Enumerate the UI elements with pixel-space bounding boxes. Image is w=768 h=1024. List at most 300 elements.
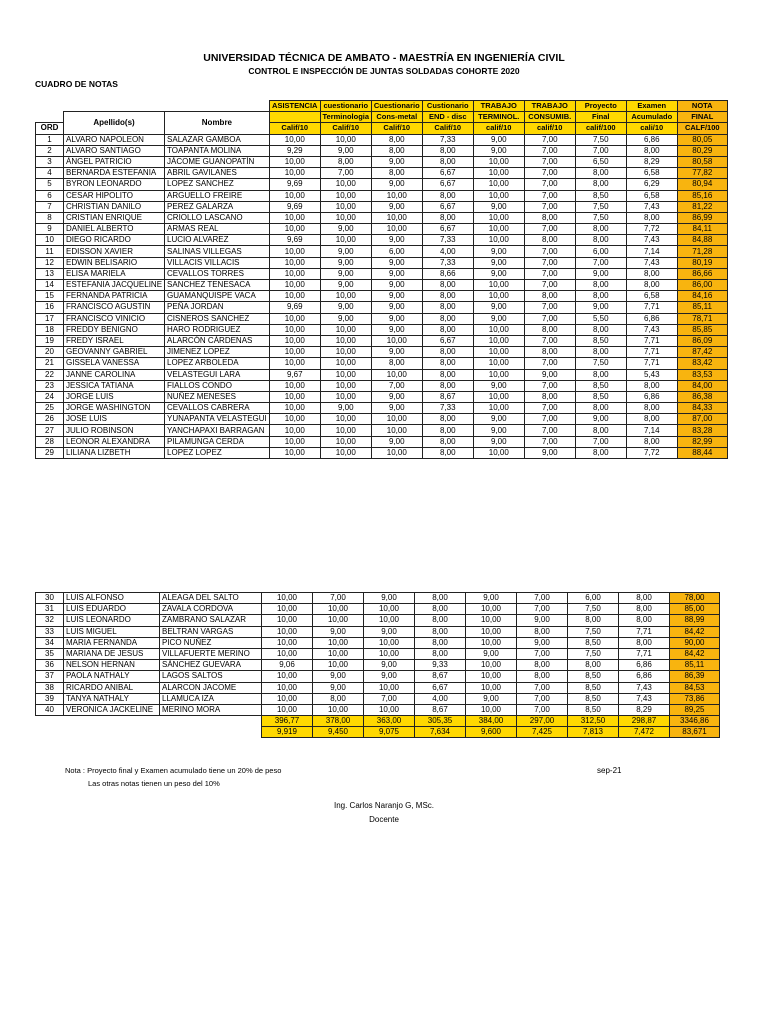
table-row xyxy=(36,347,728,358)
grade-cell: 10,00 xyxy=(313,660,364,671)
grade-cell: 7,00 xyxy=(524,168,575,179)
row-apellido: CHRISTIAN DANILO xyxy=(64,201,165,212)
row-ord: 13 xyxy=(36,268,64,279)
row-ord: 4 xyxy=(36,168,64,179)
grade-cell: 10,00 xyxy=(262,693,313,704)
grade-cell: 9,00 xyxy=(575,268,626,279)
row-apellido: FREDY ISRAEL xyxy=(64,335,165,346)
grade-cell: 10,00 xyxy=(269,436,320,447)
nota-final-cell: 80,19 xyxy=(677,257,727,268)
grade-cell: 7,71 xyxy=(626,347,677,358)
grade-cell: 10,00 xyxy=(262,704,313,715)
grade-cell: 10,00 xyxy=(269,358,320,369)
grade-cell: 9,00 xyxy=(320,313,371,324)
document-title: UNIVERSIDAD TÉCNICA DE AMBATO - MAESTRÍA EN INGENIERÍA CIVIL xyxy=(203,52,565,64)
grade-cell: 10,00 xyxy=(371,224,422,235)
grade-cell: 7,00 xyxy=(524,313,575,324)
grade-cell: 8,00 xyxy=(415,637,466,648)
grade-cell: 10,00 xyxy=(320,425,371,436)
grade-cell: 10,00 xyxy=(473,403,524,414)
total-cell: 312,50 xyxy=(568,716,619,727)
nota-final-cell: 84,42 xyxy=(670,626,720,637)
grade-cell: 7,43 xyxy=(626,235,677,246)
nota-final-cell: 80,94 xyxy=(677,179,727,190)
table-row xyxy=(36,682,720,693)
row-nombre: JÁCOME GUANOPATÍN xyxy=(165,156,270,167)
grade-cell: 10,00 xyxy=(269,280,320,291)
grade-cell: 9,00 xyxy=(575,414,626,425)
grade-cell: 8,00 xyxy=(371,134,422,145)
grade-cell: 6,67 xyxy=(422,224,473,235)
nota-final-cell: 81,22 xyxy=(677,201,727,212)
grade-cell: 8,00 xyxy=(415,626,466,637)
row-ord: 32 xyxy=(36,615,64,626)
col-header-line1: TRABAJO xyxy=(524,101,575,112)
table-row xyxy=(36,604,720,615)
grade-cell: 10,00 xyxy=(371,335,422,346)
weight-note: Nota : Proyecto final y Examen acumulado tiene un 20% de peso xyxy=(65,766,282,775)
col-header-unit: Calif/10 xyxy=(371,123,422,134)
grade-cell: 7,00 xyxy=(524,246,575,257)
table-row xyxy=(36,335,728,346)
grade-cell: 6,86 xyxy=(619,671,670,682)
grade-cell: 8,00 xyxy=(524,347,575,358)
col-header-line1: Examen xyxy=(626,101,677,112)
row-nombre: VELASTEGUI LARA xyxy=(165,369,270,380)
grade-cell: 10,00 xyxy=(269,156,320,167)
grade-cell: 10,00 xyxy=(269,168,320,179)
grade-cell: 10,00 xyxy=(466,604,517,615)
grade-cell: 9,67 xyxy=(269,369,320,380)
row-apellido: RICARDO ANIBAL xyxy=(64,682,160,693)
grade-cell: 7,00 xyxy=(517,604,568,615)
grade-cell: 7,43 xyxy=(626,324,677,335)
row-ord: 38 xyxy=(36,682,64,693)
grade-cell: 8,00 xyxy=(568,660,619,671)
col-header-line2: FINAL xyxy=(677,112,727,123)
grade-cell: 9,00 xyxy=(364,660,415,671)
total-cell: 378,00 xyxy=(313,716,364,727)
grade-cell: 8,00 xyxy=(619,637,670,648)
table-row xyxy=(36,358,728,369)
row-ord: 2 xyxy=(36,145,64,156)
nota-final-cell: 71,28 xyxy=(677,246,727,257)
grade-cell: 9,00 xyxy=(320,224,371,235)
grade-cell: 7,00 xyxy=(575,145,626,156)
grade-cell: 9,00 xyxy=(575,302,626,313)
grade-cell: 9,00 xyxy=(524,369,575,380)
grade-cell: 7,00 xyxy=(524,302,575,313)
row-nombre: BELTRAN VARGAS xyxy=(160,626,262,637)
grade-cell: 9,69 xyxy=(269,201,320,212)
grade-cell: 9,00 xyxy=(473,246,524,257)
grade-cell: 10,00 xyxy=(320,335,371,346)
table-row xyxy=(36,403,728,414)
row-apellido: LUIS LEONARDO xyxy=(64,615,160,626)
col-header-line2: Terminologia xyxy=(320,112,371,123)
average-cell: 9,600 xyxy=(466,727,517,738)
grade-cell: 8,00 xyxy=(422,347,473,358)
col-header-unit: calif/100 xyxy=(575,123,626,134)
row-apellido: JESSICA TATIANA xyxy=(64,380,165,391)
grade-cell: 10,00 xyxy=(473,358,524,369)
grade-cell: 7,00 xyxy=(517,693,568,704)
grade-cell: 8,50 xyxy=(568,671,619,682)
grade-cell: 10,00 xyxy=(269,380,320,391)
row-nombre: VILLAFUERTE MERINO xyxy=(160,648,262,659)
col-header-ord: ORD xyxy=(36,123,64,134)
grade-cell: 7,50 xyxy=(575,134,626,145)
grade-cell: 9,69 xyxy=(269,179,320,190)
grade-cell: 10,00 xyxy=(269,134,320,145)
nota-final-cell: 83,28 xyxy=(677,425,727,436)
table-row xyxy=(36,235,728,246)
grade-cell: 9,00 xyxy=(371,291,422,302)
grade-cell: 9,00 xyxy=(371,201,422,212)
nota-final-cell: 85,16 xyxy=(677,190,727,201)
grade-cell: 10,00 xyxy=(473,280,524,291)
row-nombre: PEÑA JORDAN xyxy=(165,302,270,313)
grade-cell: 10,00 xyxy=(269,347,320,358)
grade-cell: 7,00 xyxy=(524,425,575,436)
grade-cell: 10,00 xyxy=(466,671,517,682)
grade-cell: 6,58 xyxy=(626,168,677,179)
row-apellido: ALVARO NAPOLEON xyxy=(64,134,165,145)
row-ord: 22 xyxy=(36,369,64,380)
table-row xyxy=(36,615,720,626)
table-row xyxy=(36,447,728,458)
grade-cell: 8,00 xyxy=(524,235,575,246)
row-nombre: YUNAPANTA VELASTEGUI xyxy=(165,414,270,425)
nota-final-cell: 83,42 xyxy=(677,358,727,369)
grade-cell: 7,50 xyxy=(568,648,619,659)
grade-cell: 8,29 xyxy=(619,704,670,715)
grade-cell: 4,00 xyxy=(422,246,473,257)
grade-cell: 6,86 xyxy=(619,660,670,671)
table-row xyxy=(36,190,728,201)
row-ord: 30 xyxy=(36,593,64,604)
grade-cell: 10,00 xyxy=(269,425,320,436)
grade-cell: 7,00 xyxy=(524,335,575,346)
grade-cell: 8,00 xyxy=(422,313,473,324)
row-ord: 21 xyxy=(36,358,64,369)
grade-cell: 8,00 xyxy=(422,436,473,447)
grade-cell: 10,00 xyxy=(313,615,364,626)
row-apellido: NELSON HERNAN xyxy=(64,660,160,671)
col-header-unit: calif/10 xyxy=(524,123,575,134)
grade-cell: 9,00 xyxy=(371,347,422,358)
grade-cell: 8,00 xyxy=(619,593,670,604)
grade-cell: 7,00 xyxy=(524,134,575,145)
grade-cell: 8,00 xyxy=(575,347,626,358)
table-row xyxy=(36,414,728,425)
grade-cell: 10,00 xyxy=(320,391,371,402)
nota-final-cell: 85,11 xyxy=(670,660,720,671)
grade-cell: 9,00 xyxy=(371,436,422,447)
grade-cell: 9,00 xyxy=(371,257,422,268)
col-header-line2: Final xyxy=(575,112,626,123)
row-nombre: LOPEZ LOPEZ xyxy=(165,447,270,458)
col-header-line1: ASISTENCIA xyxy=(269,101,320,112)
grade-cell: 8,00 xyxy=(371,145,422,156)
grade-cell: 10,00 xyxy=(262,626,313,637)
total-cell: 3346,86 xyxy=(670,716,720,727)
grade-cell: 9,00 xyxy=(473,145,524,156)
grade-cell: 9,00 xyxy=(466,693,517,704)
average-cell: 9,450 xyxy=(313,727,364,738)
grade-cell: 10,00 xyxy=(269,268,320,279)
grade-cell: 7,50 xyxy=(575,358,626,369)
table-row xyxy=(36,324,728,335)
nota-final-cell: 80,29 xyxy=(677,145,727,156)
grade-cell: 9,00 xyxy=(320,403,371,414)
row-nombre: CRIOLLO LASCANO xyxy=(165,212,270,223)
row-ord: 18 xyxy=(36,324,64,335)
grade-cell: 7,00 xyxy=(524,201,575,212)
nota-final-cell: 77,82 xyxy=(677,168,727,179)
grade-cell: 8,00 xyxy=(626,145,677,156)
table-row xyxy=(36,593,720,604)
grade-cell: 8,00 xyxy=(626,280,677,291)
grade-cell: 8,00 xyxy=(313,693,364,704)
table-row xyxy=(36,156,728,167)
row-nombre: LAGOS SALTOS xyxy=(160,671,262,682)
grade-cell: 8,00 xyxy=(415,615,466,626)
nota-final-cell: 88,44 xyxy=(677,447,727,458)
grade-cell: 10,00 xyxy=(313,604,364,615)
grade-cell: 6,67 xyxy=(422,168,473,179)
row-apellido: MARIA FERNANDA xyxy=(64,637,160,648)
grade-cell: 10,00 xyxy=(269,391,320,402)
grade-cell: 10,00 xyxy=(269,414,320,425)
grade-cell: 10,00 xyxy=(320,179,371,190)
table-row xyxy=(36,648,720,659)
grade-cell: 10,00 xyxy=(262,682,313,693)
grade-cell: 10,00 xyxy=(320,414,371,425)
grade-cell: 9,00 xyxy=(320,268,371,279)
nota-final-cell: 86,09 xyxy=(677,335,727,346)
grade-cell: 8,50 xyxy=(568,704,619,715)
grade-cell: 8,00 xyxy=(517,671,568,682)
row-apellido: ÁNGEL PATRICIO xyxy=(64,156,165,167)
grade-cell: 8,00 xyxy=(422,156,473,167)
grade-cell: 10,00 xyxy=(269,246,320,257)
row-apellido: MARIANA DE JESUS xyxy=(64,648,160,659)
totals-row xyxy=(36,716,720,727)
row-apellido: BERNARDA ESTEFANIA xyxy=(64,168,165,179)
row-ord: 37 xyxy=(36,671,64,682)
nota-final-cell: 85,11 xyxy=(677,302,727,313)
grade-cell: 8,00 xyxy=(575,369,626,380)
row-nombre: JIMENEZ LOPEZ xyxy=(165,347,270,358)
row-nombre: LOPEZ SANCHEZ xyxy=(165,179,270,190)
grade-cell: 7,00 xyxy=(524,414,575,425)
row-apellido: LUIS EDUARDO xyxy=(64,604,160,615)
grade-cell: 7,71 xyxy=(619,648,670,659)
grades-table-part1 xyxy=(35,100,728,459)
nota-final-cell: 87,42 xyxy=(677,347,727,358)
grade-cell: 8,00 xyxy=(626,403,677,414)
grade-cell: 10,00 xyxy=(473,291,524,302)
grade-cell: 9,00 xyxy=(371,391,422,402)
nota-final-cell: 86,66 xyxy=(677,268,727,279)
grade-cell: 10,00 xyxy=(320,134,371,145)
empty-cell xyxy=(36,727,64,738)
grade-cell: 8,50 xyxy=(575,335,626,346)
grade-cell: 10,00 xyxy=(466,704,517,715)
grade-cell: 10,00 xyxy=(262,648,313,659)
row-ord: 26 xyxy=(36,414,64,425)
grade-cell: 6,67 xyxy=(415,682,466,693)
row-nombre: ALEAGA DEL SALTO xyxy=(160,593,262,604)
row-nombre: ARMAS REAL xyxy=(165,224,270,235)
row-ord: 9 xyxy=(36,224,64,235)
grade-cell: 7,43 xyxy=(626,201,677,212)
grade-cell: 8,00 xyxy=(422,280,473,291)
grade-cell: 10,00 xyxy=(269,190,320,201)
grade-cell: 10,00 xyxy=(473,224,524,235)
grade-cell: 7,14 xyxy=(626,425,677,436)
signature-title: Docente xyxy=(369,815,399,824)
grade-cell: 10,00 xyxy=(269,335,320,346)
row-nombre: SALINAS VILLEGAS xyxy=(165,246,270,257)
row-ord: 39 xyxy=(36,693,64,704)
row-apellido: LUIS ALFONSO xyxy=(64,593,160,604)
row-nombre: LOPEZ ARBOLEDA xyxy=(165,358,270,369)
table-row xyxy=(36,660,720,671)
grade-cell: 7,00 xyxy=(524,145,575,156)
grade-cell: 8,00 xyxy=(524,391,575,402)
row-apellido: VERONICA JACKELINE xyxy=(64,704,160,715)
grade-cell: 10,00 xyxy=(466,626,517,637)
row-apellido: LUIS MIGUEL xyxy=(64,626,160,637)
document-subtitle: CONTROL E INSPECCIÓN DE JUNTAS SOLDADAS COHORTE 2020 xyxy=(248,66,520,76)
grade-cell: 8,00 xyxy=(626,436,677,447)
col-header-line1: TRABAJO xyxy=(473,101,524,112)
row-apellido: ELISA MARIELA xyxy=(64,268,165,279)
grade-cell: 7,43 xyxy=(619,693,670,704)
empty-cell xyxy=(64,727,160,738)
grade-cell: 9,00 xyxy=(473,436,524,447)
grade-cell: 9,00 xyxy=(466,648,517,659)
table-row xyxy=(36,291,728,302)
row-ord: 17 xyxy=(36,313,64,324)
grade-cell: 10,00 xyxy=(269,212,320,223)
row-ord: 34 xyxy=(36,637,64,648)
grade-cell: 10,00 xyxy=(320,369,371,380)
table-row xyxy=(36,626,720,637)
grade-cell: 10,00 xyxy=(262,671,313,682)
grade-cell: 6,00 xyxy=(568,593,619,604)
grade-cell: 6,67 xyxy=(422,335,473,346)
nota-final-cell: 84,11 xyxy=(677,224,727,235)
grade-cell: 6,67 xyxy=(422,179,473,190)
grade-cell: 10,00 xyxy=(269,291,320,302)
row-ord: 35 xyxy=(36,648,64,659)
row-nombre: PEREZ GALARZA xyxy=(165,201,270,212)
row-apellido: TANYA NATHALY xyxy=(64,693,160,704)
grade-cell: 8,00 xyxy=(575,179,626,190)
col-header-unit: Calif/10 xyxy=(422,123,473,134)
row-ord: 12 xyxy=(36,257,64,268)
row-apellido: ESTEFANIA JACQUELINE xyxy=(64,280,165,291)
row-nombre: HARO RODRIGUEZ xyxy=(165,324,270,335)
grade-cell: 7,71 xyxy=(626,335,677,346)
grade-cell: 10,00 xyxy=(320,201,371,212)
grade-cell: 9,00 xyxy=(524,447,575,458)
grade-cell: 9,00 xyxy=(320,302,371,313)
nota-final-cell: 73,86 xyxy=(670,693,720,704)
nota-final-cell: 85,00 xyxy=(670,604,720,615)
row-nombre: ABRIL GAVILANES xyxy=(165,168,270,179)
grade-cell: 9,00 xyxy=(320,145,371,156)
grade-cell: 7,00 xyxy=(320,168,371,179)
row-ord: 14 xyxy=(36,280,64,291)
grade-cell: 8,00 xyxy=(415,604,466,615)
row-apellido: FRANCISCO VINICIO xyxy=(64,313,165,324)
grade-cell: 9,00 xyxy=(371,268,422,279)
grade-cell: 7,00 xyxy=(524,380,575,391)
table-row xyxy=(36,436,728,447)
row-nombre: NUÑEZ MENESES xyxy=(165,391,270,402)
grade-cell: 7,00 xyxy=(517,593,568,604)
empty-cell xyxy=(36,716,64,727)
row-nombre: ZAVALA CORDOVA xyxy=(160,604,262,615)
grade-cell: 8,00 xyxy=(575,291,626,302)
row-ord: 23 xyxy=(36,380,64,391)
table-row xyxy=(36,134,728,145)
total-cell: 297,00 xyxy=(517,716,568,727)
grade-cell: 8,29 xyxy=(626,156,677,167)
grade-cell: 7,00 xyxy=(517,682,568,693)
table-row xyxy=(36,145,728,156)
table-row xyxy=(36,268,728,279)
grade-cell: 8,67 xyxy=(415,704,466,715)
row-ord: 24 xyxy=(36,391,64,402)
grade-cell: 10,00 xyxy=(473,235,524,246)
nota-final-cell: 78,71 xyxy=(677,313,727,324)
row-nombre: LLAMUCA IZA xyxy=(160,693,262,704)
grade-cell: 8,00 xyxy=(575,235,626,246)
table-row xyxy=(36,302,728,313)
nota-final-cell: 78,00 xyxy=(670,593,720,604)
grade-cell: 9,29 xyxy=(269,145,320,156)
row-apellido: LEONOR ALEXANDRA xyxy=(64,436,165,447)
col-header-unit: Calif/10 xyxy=(320,123,371,134)
row-apellido: JORGE WASHINGTON xyxy=(64,403,165,414)
row-nombre: ALARCÓN CÁRDENAS xyxy=(165,335,270,346)
nota-final-cell: 86,99 xyxy=(677,212,727,223)
grade-cell: 9,69 xyxy=(269,302,320,313)
grade-cell: 10,00 xyxy=(364,704,415,715)
nota-final-cell: 80,05 xyxy=(677,134,727,145)
col-header-line1: Proyecto xyxy=(575,101,626,112)
row-apellido: CRISTIAN ENRIQUE xyxy=(64,212,165,223)
grade-cell: 6,86 xyxy=(626,134,677,145)
grade-cell: 9,00 xyxy=(313,682,364,693)
col-header-line2 xyxy=(269,112,320,123)
grade-cell: 9,00 xyxy=(473,302,524,313)
grade-cell: 10,00 xyxy=(364,648,415,659)
grade-cell: 7,00 xyxy=(517,648,568,659)
nota-final-cell: 86,00 xyxy=(677,280,727,291)
nota-final-cell: 90,00 xyxy=(670,637,720,648)
grade-cell: 8,00 xyxy=(371,358,422,369)
row-apellido: JORGE LUIS xyxy=(64,391,165,402)
grade-cell: 7,71 xyxy=(626,358,677,369)
grade-cell: 8,00 xyxy=(422,190,473,201)
col-header-line2: CONSUMIB. xyxy=(524,112,575,123)
